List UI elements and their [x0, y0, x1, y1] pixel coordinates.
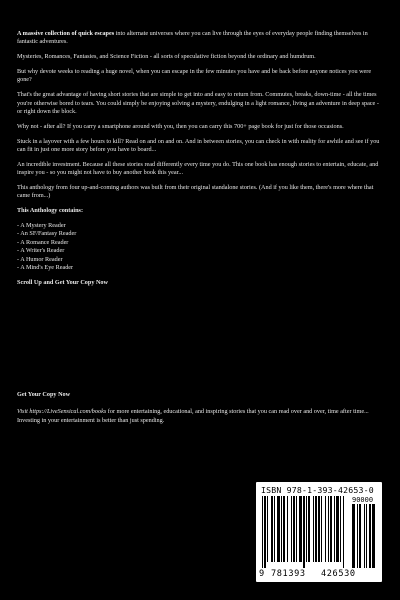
contents-list: [17, 222, 385, 272]
addon-bar: [359, 504, 361, 568]
addon-bar: [369, 504, 371, 568]
list-item: - An SF/Fantasy Reader: [17, 230, 77, 238]
barcode-bar: [287, 496, 288, 562]
paragraph-authors: This anthology from four up-and-coming authors was built from their original standalone stories. (And if you like them, there's more where that came from...): [17, 184, 374, 200]
barcode-bar: [330, 496, 332, 562]
list-item: - A Mind's Eye Reader: [17, 264, 74, 272]
addon-bar: [357, 504, 358, 568]
barcode-bar: [277, 496, 280, 562]
barcode-bar: [283, 496, 285, 562]
barcode-bars: [262, 496, 376, 568]
intro-bold: A massive collection of quick escapes: [17, 30, 115, 37]
list-item: - A Humor Reader: [17, 255, 63, 263]
barcode-bar: [306, 496, 307, 562]
paragraph-genres: Mysteries, Romances, Fantasies, and Science Fiction - all sorts of speculative fiction beyond the ordinary and humdrum.: [17, 53, 316, 61]
addon-bar: [352, 504, 355, 568]
barcode-digits-right: 426530: [321, 569, 356, 579]
barcode-bar: [334, 496, 335, 562]
barcode-bar: [343, 496, 344, 568]
barcode-bar: [271, 496, 273, 562]
barcode-graphic: [262, 496, 376, 568]
list-title: This Anthology contains:: [17, 207, 84, 215]
list-item: - A Mystery Reader: [17, 222, 66, 230]
paragraph-advantage: That's the great advantage of having short stories that are simple to get into and easy to return from. Commutes, breaks, down-time - all the times you're otherwise bored to tears. You could simply be enjoying solving a mystery, endulging in a light romance, living an adventure in deep space - or right down the block.: [17, 91, 379, 116]
paragraph-layover: Stuck in a layover with a few hours to kill? Read on and on and on. And in between stories, you can check in with reality for awhile and see if you can fit in just one more story before you have to board...: [17, 137, 380, 154]
barcode-bar: [340, 496, 341, 562]
barcode-bar: [328, 496, 329, 562]
visit-link[interactable]: Visit https://LiveSensical.com/books: [17, 408, 107, 416]
list-item: - A Romance Reader: [17, 238, 69, 246]
barcode-bar: [281, 496, 282, 562]
barcode-digit-first: 9: [259, 569, 265, 579]
barcode-bar: [336, 496, 339, 562]
paragraph-smartphone: Why not - after all? If you carry a smartphone around with you, then you can carry this 700+ page book for just for those occasions.: [17, 122, 344, 130]
visit-paragraph: [17, 408, 385, 425]
addon-bar: [364, 504, 365, 568]
addon-bar: [372, 504, 375, 568]
barcode-bar: [291, 496, 292, 562]
barcode-bar: [321, 496, 322, 562]
barcode-bar: [293, 496, 295, 562]
cta-scroll-up: Scroll Up and Get Your Copy Now: [17, 278, 108, 286]
barcode-bar: [313, 496, 314, 562]
paragraph-why: But why devote weeks to reading a huge novel, when you can escape in the few minutes you have and be back before anyone notices you were gone?: [17, 68, 372, 84]
intro-paragraph: [17, 30, 385, 47]
visit-rest: for more entertaining, educational, and inspiring stories that you can read over and over, time after time... Investing in your entertainment is better than just spending.: [17, 408, 369, 424]
barcode-bar: [315, 496, 317, 562]
list-item: - A Writer's Reader: [17, 247, 65, 255]
barcode-bar: [262, 496, 263, 568]
barcode-bar: [299, 496, 302, 562]
isbn-barcode: [256, 482, 382, 582]
barcode-bar: [264, 496, 266, 568]
get-copy-section: [17, 391, 385, 425]
barcode-bar: [318, 496, 320, 562]
section-heading: Get Your Copy Now: [17, 391, 71, 398]
barcode-bar: [303, 496, 305, 568]
blurb: [17, 30, 385, 294]
barcode-digits-left: 781393: [271, 569, 306, 579]
barcode-bar: [308, 496, 310, 562]
intro-rest: into alternate universes where you can live through the eyes of everyday people finding themselves in fantastic adventures.: [17, 30, 368, 46]
paragraph-investment: An incredible investment. Because all these stories read differently every time you do. This one book has enough stories to entertain, educate, and inspire you - so you might not have to buy another book this year...: [17, 160, 379, 177]
addon-bar: [366, 504, 367, 568]
isbn-label: ISBN 978-1-393-42653-0: [261, 485, 374, 495]
barcode-bar: [274, 496, 275, 562]
addon-digits: 90000: [352, 496, 374, 504]
barcode-bar: [296, 496, 297, 562]
barcode-bar: [267, 496, 268, 562]
barcode-bar: [325, 496, 326, 562]
